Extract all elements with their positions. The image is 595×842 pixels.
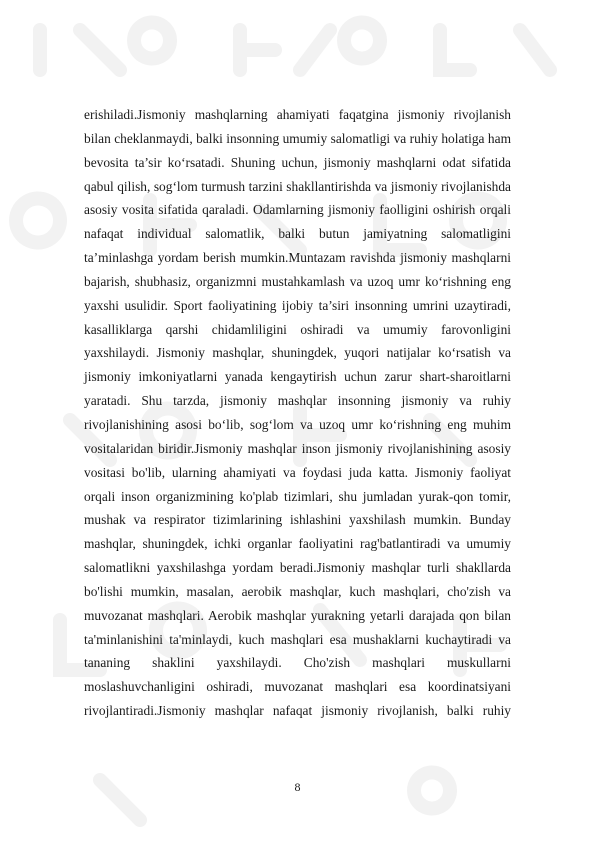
page-number: 8 xyxy=(294,780,301,794)
body-paragraph: erishiladi.Jismoniy mashqlarning ahamiyati faqatgina jismoniy rivojlanish bilan cheklanmaydi, balki insonning umumiy salomatligi va ruhiy holatiga ham bevosita ta’sir ko‘rsatadi. Shuning uchun, jismoniy mashqlarni odat sifatida qabul qilish, sog‘lom turmush tarzini shakllantirishda va jismoniy rivojlanishda asosiy vosita sifatida qaraladi. Odamlarning jismoniy faolligini oshirish orqali nafaqat individual salomatlik, balki butun jamiyatning salomatligini ta’minlashga yordam berish mumkin.Muntazam ravishda jismoniy mashqlarni bajarish, shubhasiz, organizmni mustahkamlash va uzoq umr ko‘rishning eng yaxshi usulidir. Sport faoliyatining ijobiy ta’siri insonning umrini uzaytiradi, kasalliklarga qarshi chidamliligini oshiradi va umumiy farovonligini yaxshilaydi. Jismoniy mashqlar, shuningdek, yuqori natijalar ko‘rsatish va jismoniy imkoniyatlarni yanada kengaytirish uchun zarur shart-sharoitlarni yaratadi. Shu tarzda, jismoniy mashqlar insonning jismoniy va ruhiy rivojlanishining asosi bo‘lib, sog‘lom va uzoq umr ko‘rishning eng muhim vositalaridan biridir.Jismoniy mashqlar inson jismoniy rivojlanishining asosiy vositasi bo'lib, ularning ahamiyati va foydasi juda katta. Jismoniy faoliyat orqali inson organizmining ko'plab tizimlari, shu jumladan yurak-qon tomir, mushak va respirator tizimlarining ishlashini yaxshilash mumkin. Bunday mashqlar, shuningdek, ichki organlar faoliyatini rag'batlantiradi va umumiy salomatlikni yaxshilashga yordam beradi.Jismoniy mashqlar turli shakllarda bo'lishi mumkin, masalan, aerobik mashqlar, kuch mashqlari, cho'zish va muvozanat mashqlari. Aerobik mashqlar yurakning yetarli darajada qon bilan ta'minlanishini ta'minlaydi, kuch mashqlari esa mushaklarni kuchaytiradi va tananing shaklini yaxshilaydi. Cho'zish mashqlari muskullarni moslashuvchanligini oshiradi, muvozanat mashqlari esa koordinatsiyani rivojlantiradi.Jismoniy mashqlar nafaqat jismoniy rivojlanish, balki ruhiy xyxy=(84,107,511,719)
